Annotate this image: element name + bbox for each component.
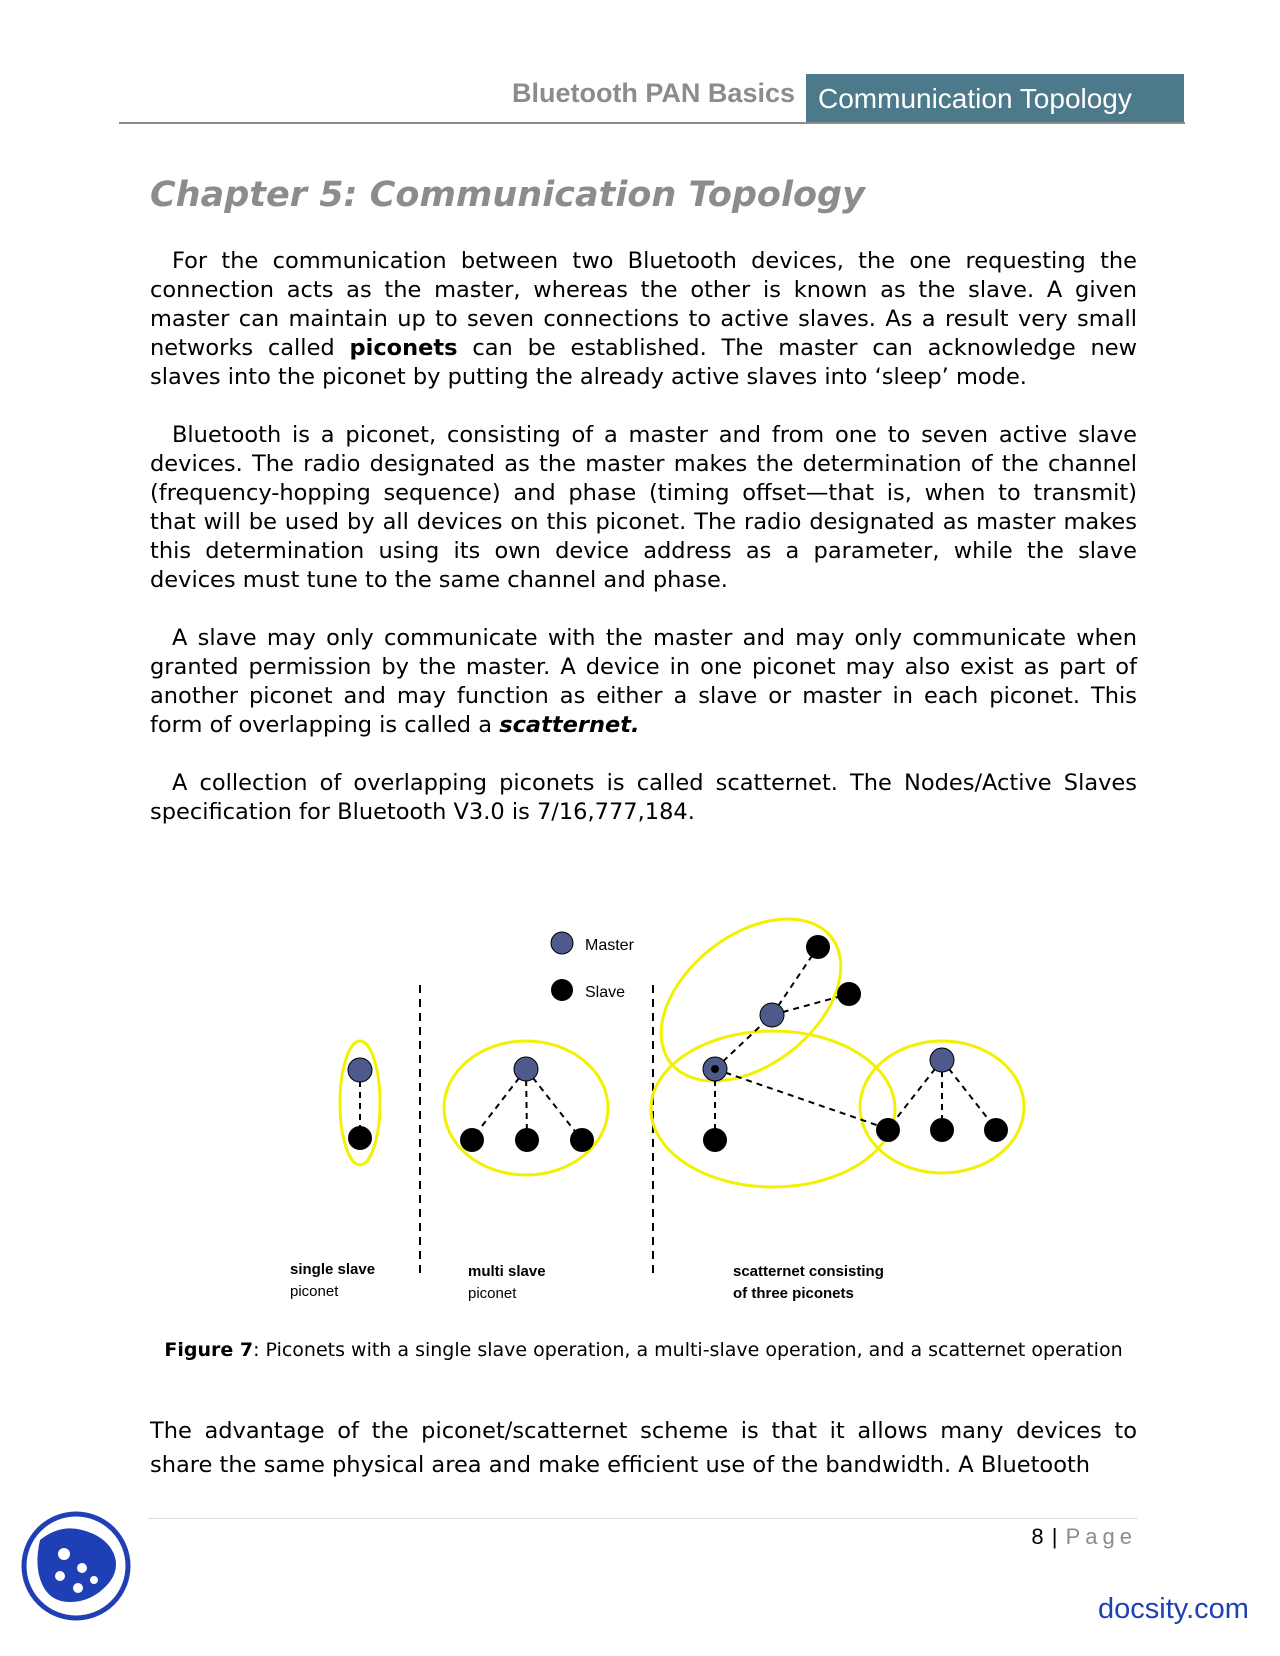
footer-divider [148,1518,1138,1519]
docsity-brand-link[interactable]: docsity.com [1098,1593,1249,1625]
legend-master-label: Master [585,937,634,954]
paragraph-1 [150,247,1137,392]
label-scatter-line2: of three piconets [733,1285,854,1302]
chapter-title: Chapter 5: Communication Topology [150,175,865,215]
multi-slave-node [570,1128,594,1152]
page-number [1000,1524,1137,1550]
scatter-slave-node [837,982,861,1006]
multi-slave-node [515,1128,539,1152]
scatter-master-node [760,1003,784,1027]
paragraph-4-text: A collection of overlapping piconets is called scatternet. The Nodes/Active Slaves specification for Bluetooth V3.0 is 7/16,777,184. [150,770,1137,825]
paragraph-3 [150,624,1137,740]
single-slave-node [348,1126,372,1150]
page-word: Page [1065,1524,1137,1549]
scatter-slave-node [806,935,830,959]
ring-scatternet-middle [651,1031,895,1187]
paragraph-4 [150,769,1137,827]
header-divider [119,122,1185,124]
multi-master-node [514,1057,538,1081]
multi-slave-node [460,1128,484,1152]
paragraph-5: The advantage of the piconet/scatternet scheme is that it allows many devices to share the same physical area and make efficient use of the bandwidth. A Bluetooth [150,1418,1137,1478]
ring-scatternet-top [631,915,872,1114]
docsity-logo-icon [20,1510,132,1622]
legend-slave-label: Slave [585,984,626,1001]
scatter-slave-node [703,1128,727,1152]
header-document-title: Bluetooth PAN Basics [511,78,795,108]
scatter-slave-node [876,1118,900,1142]
label-scatter-line1: scatternet consisting [733,1263,884,1280]
header-section-title: Communication Topology [806,74,1184,123]
scatter-slave-node [984,1118,1008,1142]
paragraph-1-text-b: can be established. The master can acknowledge new slaves into the piconet by putting the already active slaves into ‘sleep’ mode. [150,335,1137,390]
legend-master-dot [551,932,573,954]
label-single-line2: piconet [290,1283,339,1300]
term-scatternet: scatternet. [499,712,640,738]
label-multi-line2: piconet [468,1285,517,1302]
label-single-line1: single slave [290,1261,376,1278]
paragraph-2-text: Bluetooth is a piconet, consisting of a master and from one to seven active slave devices. The radio designated as the master makes the determination of the channel (frequency-hopping sequence) and phase (timing offset—that is, when to transmit) that will be used by all devices on this piconet. The radio designated as master makes this determination using its own device address as a parameter, while the slave devices must tune to the same channel and phase. [150,422,1137,593]
term-piconets: piconets [349,335,458,361]
page-number-value: 8 [1031,1524,1045,1549]
paragraph-3-text: A slave may only communicate with the master and may only communicate when granted permission by the master. A device in one piconet may also exist as part of another piconet and may function as either a slave or master in each piconet. This form of overlapping is called a [150,625,1137,738]
caption-label: Figure 7 [164,1339,254,1361]
figure-caption [150,1339,1137,1361]
label-multi-line1: multi slave [468,1263,546,1280]
piconet-diagram [290,915,1050,1315]
page-separator: | [1051,1524,1059,1549]
legend-slave-dot [551,979,573,1001]
paragraph-1-text-a: For the communication between two Bluetooth devices, the one requesting the connection acts as the master, whereas the other is known as the slave. A given master can maintain up to seven connections to active slaves. As a result very small networks called [150,248,1137,361]
caption-text: : Piconets with a single slave operation, a multi-slave operation, and a scatternet operation [253,1339,1123,1361]
scatter-slave-node [930,1118,954,1142]
paragraph-2 [150,421,1137,595]
single-master-node [348,1058,372,1082]
scatter-master-node [930,1048,954,1072]
